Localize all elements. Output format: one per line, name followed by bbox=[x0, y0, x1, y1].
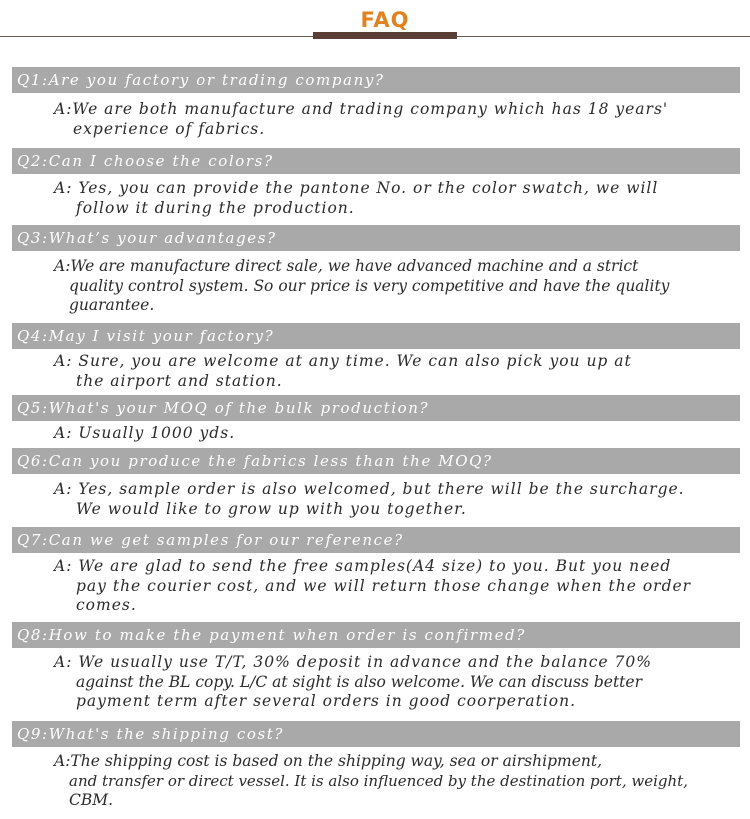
faq-question-5: Q5:What's your MOQ of the bulk production? bbox=[12, 395, 740, 421]
answer-line: comes. bbox=[76, 596, 137, 614]
answer-line: A: Usually 1000 yds. bbox=[54, 424, 236, 442]
faq-answer-7 bbox=[54, 557, 734, 616]
faq-question-1: Q1:Are you factory or trading company? bbox=[12, 67, 740, 93]
faq-answer-6 bbox=[54, 480, 734, 519]
page-header bbox=[0, 0, 750, 40]
page-title: FAQ bbox=[360, 8, 410, 32]
answer-line: experience of fabrics. bbox=[73, 119, 266, 138]
answer-line: A: We are glad to send the free samples(A4 size) to you. But you need bbox=[54, 557, 672, 575]
faq-question-7: Q7:Can we get samples for our reference? bbox=[12, 527, 740, 553]
faq-answer-4 bbox=[54, 352, 734, 391]
answer-line: guarantee. bbox=[69, 296, 155, 314]
faq-answer-5 bbox=[54, 424, 734, 444]
faq-answer-2 bbox=[54, 179, 734, 218]
faq-answer-8 bbox=[54, 653, 734, 712]
answer-line: follow it during the production. bbox=[76, 198, 355, 217]
answer-line: A:We are both manufacture and trading company which has 18 years' bbox=[54, 100, 669, 118]
answer-line: payment term after several orders in good coorperation. bbox=[76, 692, 577, 710]
answer-line: A: Sure, you are welcome at any time. We can also pick you up at bbox=[54, 352, 632, 370]
answer-line: A:The shipping cost is based on the shipping way, sea or airshipment, bbox=[54, 752, 603, 770]
answer-line: against the BL copy. L/C at sight is also welcome. We can discuss better bbox=[76, 672, 642, 691]
faq-question-8: Q8:How to make the payment when order is confirmed? bbox=[12, 622, 740, 648]
faq-question-3: Q3:What’s your advantages? bbox=[12, 225, 740, 251]
faq-question-4: Q4:May I visit your factory? bbox=[12, 323, 740, 349]
answer-line: the airport and station. bbox=[76, 371, 283, 390]
faq-question-2: Q2:Can I choose the colors? bbox=[12, 148, 740, 174]
answer-line: A: Yes, you can provide the pantone No. or the color swatch, we will bbox=[54, 179, 659, 197]
faq-answer-9 bbox=[54, 752, 734, 811]
faq-question-9: Q9:What's the shipping cost? bbox=[12, 721, 740, 747]
answer-line: A: We usually use T/T, 30% deposit in advance and the balance 70% bbox=[54, 653, 652, 671]
faq-question-6: Q6:Can you produce the fabrics less than the MOQ? bbox=[12, 448, 740, 474]
answer-line: and transfer or direct vessel. It is also influenced by the destination port, weight, bbox=[69, 771, 688, 790]
answer-line: A:We are manufacture direct sale, we have advanced machine and a strict bbox=[54, 257, 639, 275]
answer-line: quality control system. So our price is very competitive and have the quality bbox=[69, 276, 670, 295]
answer-line: A: Yes, sample order is also welcomed, but there will be the surcharge. bbox=[54, 480, 685, 498]
title-underline bbox=[313, 32, 457, 39]
faq-answer-1 bbox=[54, 100, 734, 139]
answer-line: pay the courier cost, and we will return those change when the order bbox=[76, 576, 692, 595]
answer-line: We would like to grow up with you together. bbox=[76, 499, 467, 518]
answer-line: CBM. bbox=[69, 791, 114, 809]
faq-answer-3 bbox=[54, 257, 734, 316]
